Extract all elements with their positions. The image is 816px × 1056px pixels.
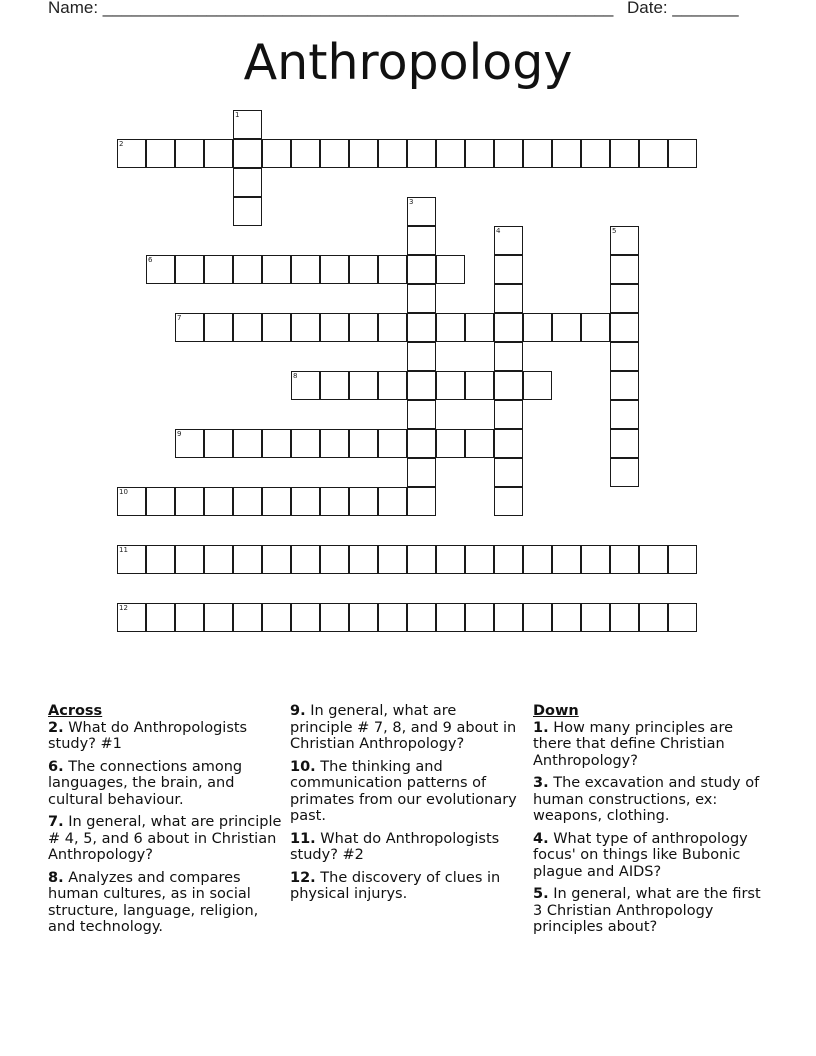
clues-column-1	[48, 703, 283, 942]
crossword-cell[interactable]	[262, 429, 291, 458]
crossword-cell[interactable]	[552, 313, 581, 342]
crossword-cell[interactable]	[291, 371, 320, 400]
crossword-cell[interactable]	[407, 139, 436, 168]
crossword-cell[interactable]	[175, 487, 204, 516]
across-clue: 6. The connections among languages, the brain, and cultural behaviour.	[48, 758, 243, 808]
crossword-cell[interactable]	[320, 371, 349, 400]
crossword-cell[interactable]	[349, 429, 378, 458]
crossword-cell[interactable]	[233, 545, 262, 574]
crossword-cell[interactable]	[320, 255, 349, 284]
crossword-cell[interactable]	[175, 313, 204, 342]
crossword-cell[interactable]	[494, 400, 523, 429]
crossword-cell[interactable]	[204, 603, 233, 632]
crossword-cell[interactable]	[407, 313, 436, 342]
crossword-cell[interactable]	[494, 487, 523, 516]
crossword-cell[interactable]	[494, 284, 523, 313]
clue-number: 3	[409, 198, 414, 206]
crossword-cell[interactable]	[233, 487, 262, 516]
crossword-cell[interactable]	[494, 603, 523, 632]
crossword-cell[interactable]	[494, 255, 523, 284]
crossword-cell[interactable]	[233, 429, 262, 458]
crossword-cell[interactable]	[494, 226, 523, 255]
crossword-cell[interactable]	[349, 603, 378, 632]
down-clue: 1. How many principles are there that define Christian Anthropology?	[533, 719, 734, 769]
clue-number: 11	[119, 546, 128, 554]
crossword-cell[interactable]	[378, 429, 407, 458]
crossword-cell[interactable]	[233, 603, 262, 632]
crossword-cell[interactable]	[204, 429, 233, 458]
crossword-cell[interactable]	[407, 458, 436, 487]
crossword-cell[interactable]	[320, 545, 349, 574]
crossword-cell[interactable]	[523, 139, 552, 168]
crossword-cell[interactable]	[117, 545, 146, 574]
crossword-cell[interactable]	[378, 487, 407, 516]
crossword-cell[interactable]	[465, 139, 494, 168]
crossword-cell[interactable]	[581, 313, 610, 342]
clue-number: 9	[177, 430, 182, 438]
crossword-cell[interactable]	[610, 226, 639, 255]
crossword-cell[interactable]	[436, 313, 465, 342]
crossword-cell[interactable]	[407, 255, 436, 284]
crossword-cell[interactable]	[349, 545, 378, 574]
crossword-cell[interactable]	[436, 429, 465, 458]
crossword-cell[interactable]	[262, 603, 291, 632]
crossword-cell[interactable]	[262, 487, 291, 516]
crossword-cell[interactable]	[465, 429, 494, 458]
crossword-cell[interactable]	[378, 603, 407, 632]
crossword-cell[interactable]	[204, 255, 233, 284]
crossword-cell[interactable]	[378, 313, 407, 342]
crossword-cell[interactable]	[117, 139, 146, 168]
crossword-cell[interactable]	[349, 487, 378, 516]
crossword-cell[interactable]	[494, 313, 523, 342]
crossword-cell[interactable]	[320, 139, 349, 168]
crossword-cell[interactable]	[146, 255, 175, 284]
across-clue: 9. In general, what are principle # 7, 8, and 9 about in Christian Anthropology?	[290, 703, 517, 752]
crossword-cell[interactable]	[349, 371, 378, 400]
clue-number: 7	[177, 314, 182, 322]
crossword-cell[interactable]	[523, 545, 552, 574]
crossword-cell[interactable]	[349, 139, 378, 168]
crossword-cell[interactable]	[668, 139, 697, 168]
crossword-cell[interactable]	[291, 429, 320, 458]
crossword-cell[interactable]	[204, 545, 233, 574]
crossword-cell[interactable]	[436, 255, 465, 284]
crossword-cell[interactable]	[291, 255, 320, 284]
crossword-cell[interactable]	[320, 429, 349, 458]
crossword-cell[interactable]	[610, 545, 639, 574]
crossword-cell[interactable]	[494, 545, 523, 574]
across-clue: 7. In general, what are principle # 4, 5, and 6 about in Christian Anthropology?	[48, 814, 282, 863]
crossword-cell[interactable]	[407, 545, 436, 574]
down-clue: 4. What type of anthropology focus' on things like Bubonic plague and AIDS?	[533, 830, 748, 880]
crossword-cell[interactable]	[610, 255, 639, 284]
crossword-cell[interactable]	[407, 487, 436, 516]
crossword-cell[interactable]	[175, 139, 204, 168]
clue-number: 4	[496, 227, 501, 235]
clue-number: 12	[119, 604, 128, 612]
crossword-cell[interactable]	[436, 371, 465, 400]
crossword-cell[interactable]	[175, 603, 204, 632]
crossword-cell[interactable]	[610, 342, 639, 371]
crossword-cell[interactable]	[523, 603, 552, 632]
crossword-cell[interactable]	[436, 545, 465, 574]
page-title: Anthropology	[243, 34, 573, 91]
crossword-cell[interactable]	[610, 139, 639, 168]
across-clue: 8. Analyzes and compares human cultures, as in social structure, language, religion, and technology.	[48, 869, 259, 935]
across-heading: Across	[48, 703, 103, 719]
down-heading: Down	[533, 703, 579, 719]
crossword-cell[interactable]	[233, 110, 262, 139]
crossword-cell[interactable]	[175, 429, 204, 458]
crossword-cell[interactable]	[349, 313, 378, 342]
across-clue: 10. The thinking and communication patterns of primates from our evolutionary past.	[290, 758, 517, 824]
crossword-cell[interactable]	[523, 371, 552, 400]
crossword-cell[interactable]	[494, 371, 523, 400]
date-field-label: Date: _______	[627, 0, 739, 17]
crossword-cell[interactable]	[668, 603, 697, 632]
crossword-cell[interactable]	[581, 139, 610, 168]
crossword-cell[interactable]	[494, 458, 523, 487]
crossword-cell[interactable]	[465, 313, 494, 342]
name-field-label: Name: ______________________________________________________	[48, 0, 614, 17]
down-clue: 3. The excavation and study of human constructions, ex: weapons, clothing.	[533, 775, 760, 824]
crossword-cell[interactable]	[494, 342, 523, 371]
crossword-cell[interactable]	[378, 139, 407, 168]
crossword-cell[interactable]	[175, 545, 204, 574]
crossword-cell[interactable]	[146, 139, 175, 168]
crossword-cell[interactable]	[610, 284, 639, 313]
crossword-cell[interactable]	[610, 458, 639, 487]
crossword-cell[interactable]	[262, 313, 291, 342]
crossword-cell[interactable]	[378, 371, 407, 400]
crossword-cell[interactable]	[262, 545, 291, 574]
crossword-cell[interactable]	[465, 603, 494, 632]
crossword-cell[interactable]	[610, 313, 639, 342]
crossword-cell[interactable]	[639, 603, 668, 632]
crossword-cell[interactable]	[291, 139, 320, 168]
crossword-cell[interactable]	[291, 313, 320, 342]
crossword-cell[interactable]	[262, 139, 291, 168]
crossword-cell[interactable]	[639, 139, 668, 168]
crossword-cell[interactable]	[407, 342, 436, 371]
crossword-cell[interactable]	[581, 545, 610, 574]
crossword-cell[interactable]	[291, 487, 320, 516]
crossword-cell[interactable]	[436, 139, 465, 168]
crossword-cell[interactable]	[233, 139, 262, 168]
crossword-cell[interactable]	[407, 197, 436, 226]
crossword-cell[interactable]	[378, 545, 407, 574]
crossword-cell[interactable]	[610, 603, 639, 632]
crossword-cell[interactable]	[117, 487, 146, 516]
crossword-cell[interactable]	[552, 603, 581, 632]
crossword-cell[interactable]	[233, 255, 262, 284]
crossword-cell[interactable]	[494, 429, 523, 458]
crossword-cell[interactable]	[610, 400, 639, 429]
crossword-cell[interactable]	[378, 255, 407, 284]
crossword-cell[interactable]	[204, 487, 233, 516]
across-clue: 12. The discovery of clues in physical injurys.	[290, 869, 501, 902]
clue-number: 5	[612, 227, 617, 235]
crossword-cell[interactable]	[233, 313, 262, 342]
crossword-cell[interactable]	[436, 603, 465, 632]
crossword-cell[interactable]	[610, 429, 639, 458]
across-clue: 11. What do Anthropologists study? #2	[290, 830, 500, 863]
across-clue: 2. What do Anthropologists study? #1	[48, 719, 248, 752]
crossword-cell[interactable]	[407, 371, 436, 400]
crossword-cell[interactable]	[233, 197, 262, 226]
crossword-cell[interactable]	[320, 603, 349, 632]
clue-number: 6	[148, 256, 153, 264]
clue-number: 1	[235, 111, 240, 119]
crossword-cell[interactable]	[552, 545, 581, 574]
crossword-cell[interactable]	[204, 313, 233, 342]
crossword-cell[interactable]	[465, 371, 494, 400]
crossword-cell[interactable]	[291, 545, 320, 574]
crossword-cell[interactable]	[552, 139, 581, 168]
clue-number: 10	[119, 488, 128, 496]
crossword-cell[interactable]	[523, 313, 552, 342]
crossword-cell[interactable]	[639, 545, 668, 574]
clues-column-3	[533, 703, 773, 942]
crossword-cell[interactable]	[407, 603, 436, 632]
crossword-cell[interactable]	[407, 429, 436, 458]
crossword-cell[interactable]	[262, 255, 291, 284]
crossword-cell[interactable]	[175, 255, 204, 284]
crossword-cell[interactable]	[581, 603, 610, 632]
clue-number: 2	[119, 140, 124, 148]
crossword-cell[interactable]	[407, 226, 436, 255]
crossword-cell[interactable]	[465, 545, 494, 574]
crossword-cell[interactable]	[117, 603, 146, 632]
crossword-cell[interactable]	[291, 603, 320, 632]
crossword-cell[interactable]	[204, 139, 233, 168]
crossword-cell[interactable]	[320, 487, 349, 516]
crossword-cell[interactable]	[494, 139, 523, 168]
down-clue: 5. In general, what are the first 3 Christian Anthropology principles about?	[533, 886, 761, 935]
clue-number: 8	[293, 372, 298, 380]
crossword-cell[interactable]	[233, 168, 262, 197]
crossword-cell[interactable]	[407, 284, 436, 313]
crossword-cell[interactable]	[610, 371, 639, 400]
crossword-cell[interactable]	[146, 487, 175, 516]
crossword-cell[interactable]	[320, 313, 349, 342]
clues-column-2	[290, 703, 520, 909]
crossword-cell[interactable]	[146, 603, 175, 632]
crossword-cell[interactable]	[349, 255, 378, 284]
crossword-cell[interactable]	[668, 545, 697, 574]
crossword-cell[interactable]	[407, 400, 436, 429]
crossword-cell[interactable]	[146, 545, 175, 574]
